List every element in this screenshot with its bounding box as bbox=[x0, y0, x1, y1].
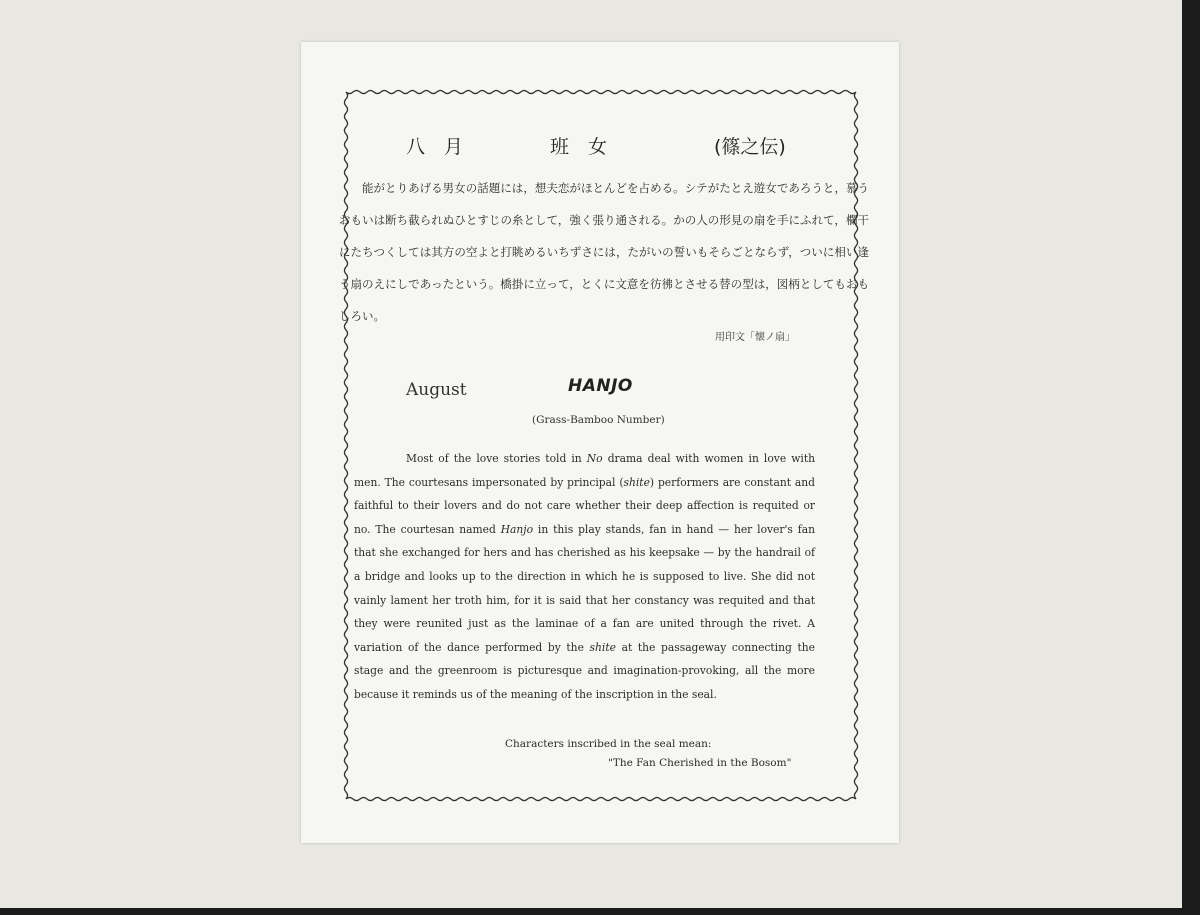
jp-body-text bbox=[339, 172, 869, 332]
en-body-segment: drama deal with women in love with men. The courtesans impersonated by principal ( bbox=[354, 452, 815, 489]
en-seal-label: Characters inscribed in the seal mean: bbox=[505, 738, 712, 750]
en-title: HANJO bbox=[568, 376, 633, 396]
en-subtitle: (Grass-Bamboo Number) bbox=[532, 414, 665, 426]
en-body-italic-no: No bbox=[586, 452, 603, 465]
en-body-italic-hanjo: Hanjo bbox=[500, 522, 534, 536]
program-sheet bbox=[301, 42, 899, 843]
en-body-italic-shite: shite bbox=[623, 475, 650, 489]
en-seal-meaning: "The Fan Cherished in the Bosom" bbox=[608, 757, 792, 769]
jp-seal-note: 用印文「懐ノ扇」 bbox=[715, 332, 795, 343]
jp-title: 班 女 bbox=[550, 136, 608, 158]
en-month: August bbox=[406, 380, 467, 400]
en-paragraph bbox=[354, 447, 815, 707]
jp-paragraph: 能がとりあげる男女の話題には，想夫恋がほとんどを占める。シテがたとえ遊女であろうと，慕うおもいは断ち截られぬひとすじの糸として，強く張り通される。かの人の形見の扇を手にふれて，欄干にたちつくしては其方の空よと打眺めるいちずさには，たがいの誓いもそらごとならず，ついに相い逢う扇のえにしであったという。橋掛に立って，とくに文意を彷彿とさせる替の型は，図柄としてもおもしろい。 bbox=[339, 181, 869, 323]
en-body-segment: ) performers are constant and faithful to their lovers and do not care whether their deep affection is requited or no. The courtesan named bbox=[354, 475, 816, 536]
en-body-text bbox=[354, 447, 815, 707]
jp-seal-style: (篠之伝) bbox=[714, 136, 786, 158]
en-body-segment: at the passageway connecting the stage and the greenroom is picturesque and imagination-provoking, all the more because it reminds us of the meaning of the inscription in the seal. bbox=[354, 640, 815, 701]
en-body-italic-shite: shite bbox=[589, 640, 616, 654]
jp-month: 八 月 bbox=[406, 136, 464, 158]
en-body-segment: in this play stands, fan in hand — her lover's fan that she exchanged for hers and has cherished as his keepsake — by the handrail of a bridge and looks up to the direction in which he is supposed to live. She did not vainly lament her troth him, for it is said that her constancy was requited and that they were reunited just as the laminae of a fan are united through the rivet. A variation of the dance performed by the bbox=[354, 522, 815, 654]
en-body-segment: Most of the love stories told in bbox=[406, 452, 587, 465]
decorative-wavy-border bbox=[301, 42, 899, 843]
